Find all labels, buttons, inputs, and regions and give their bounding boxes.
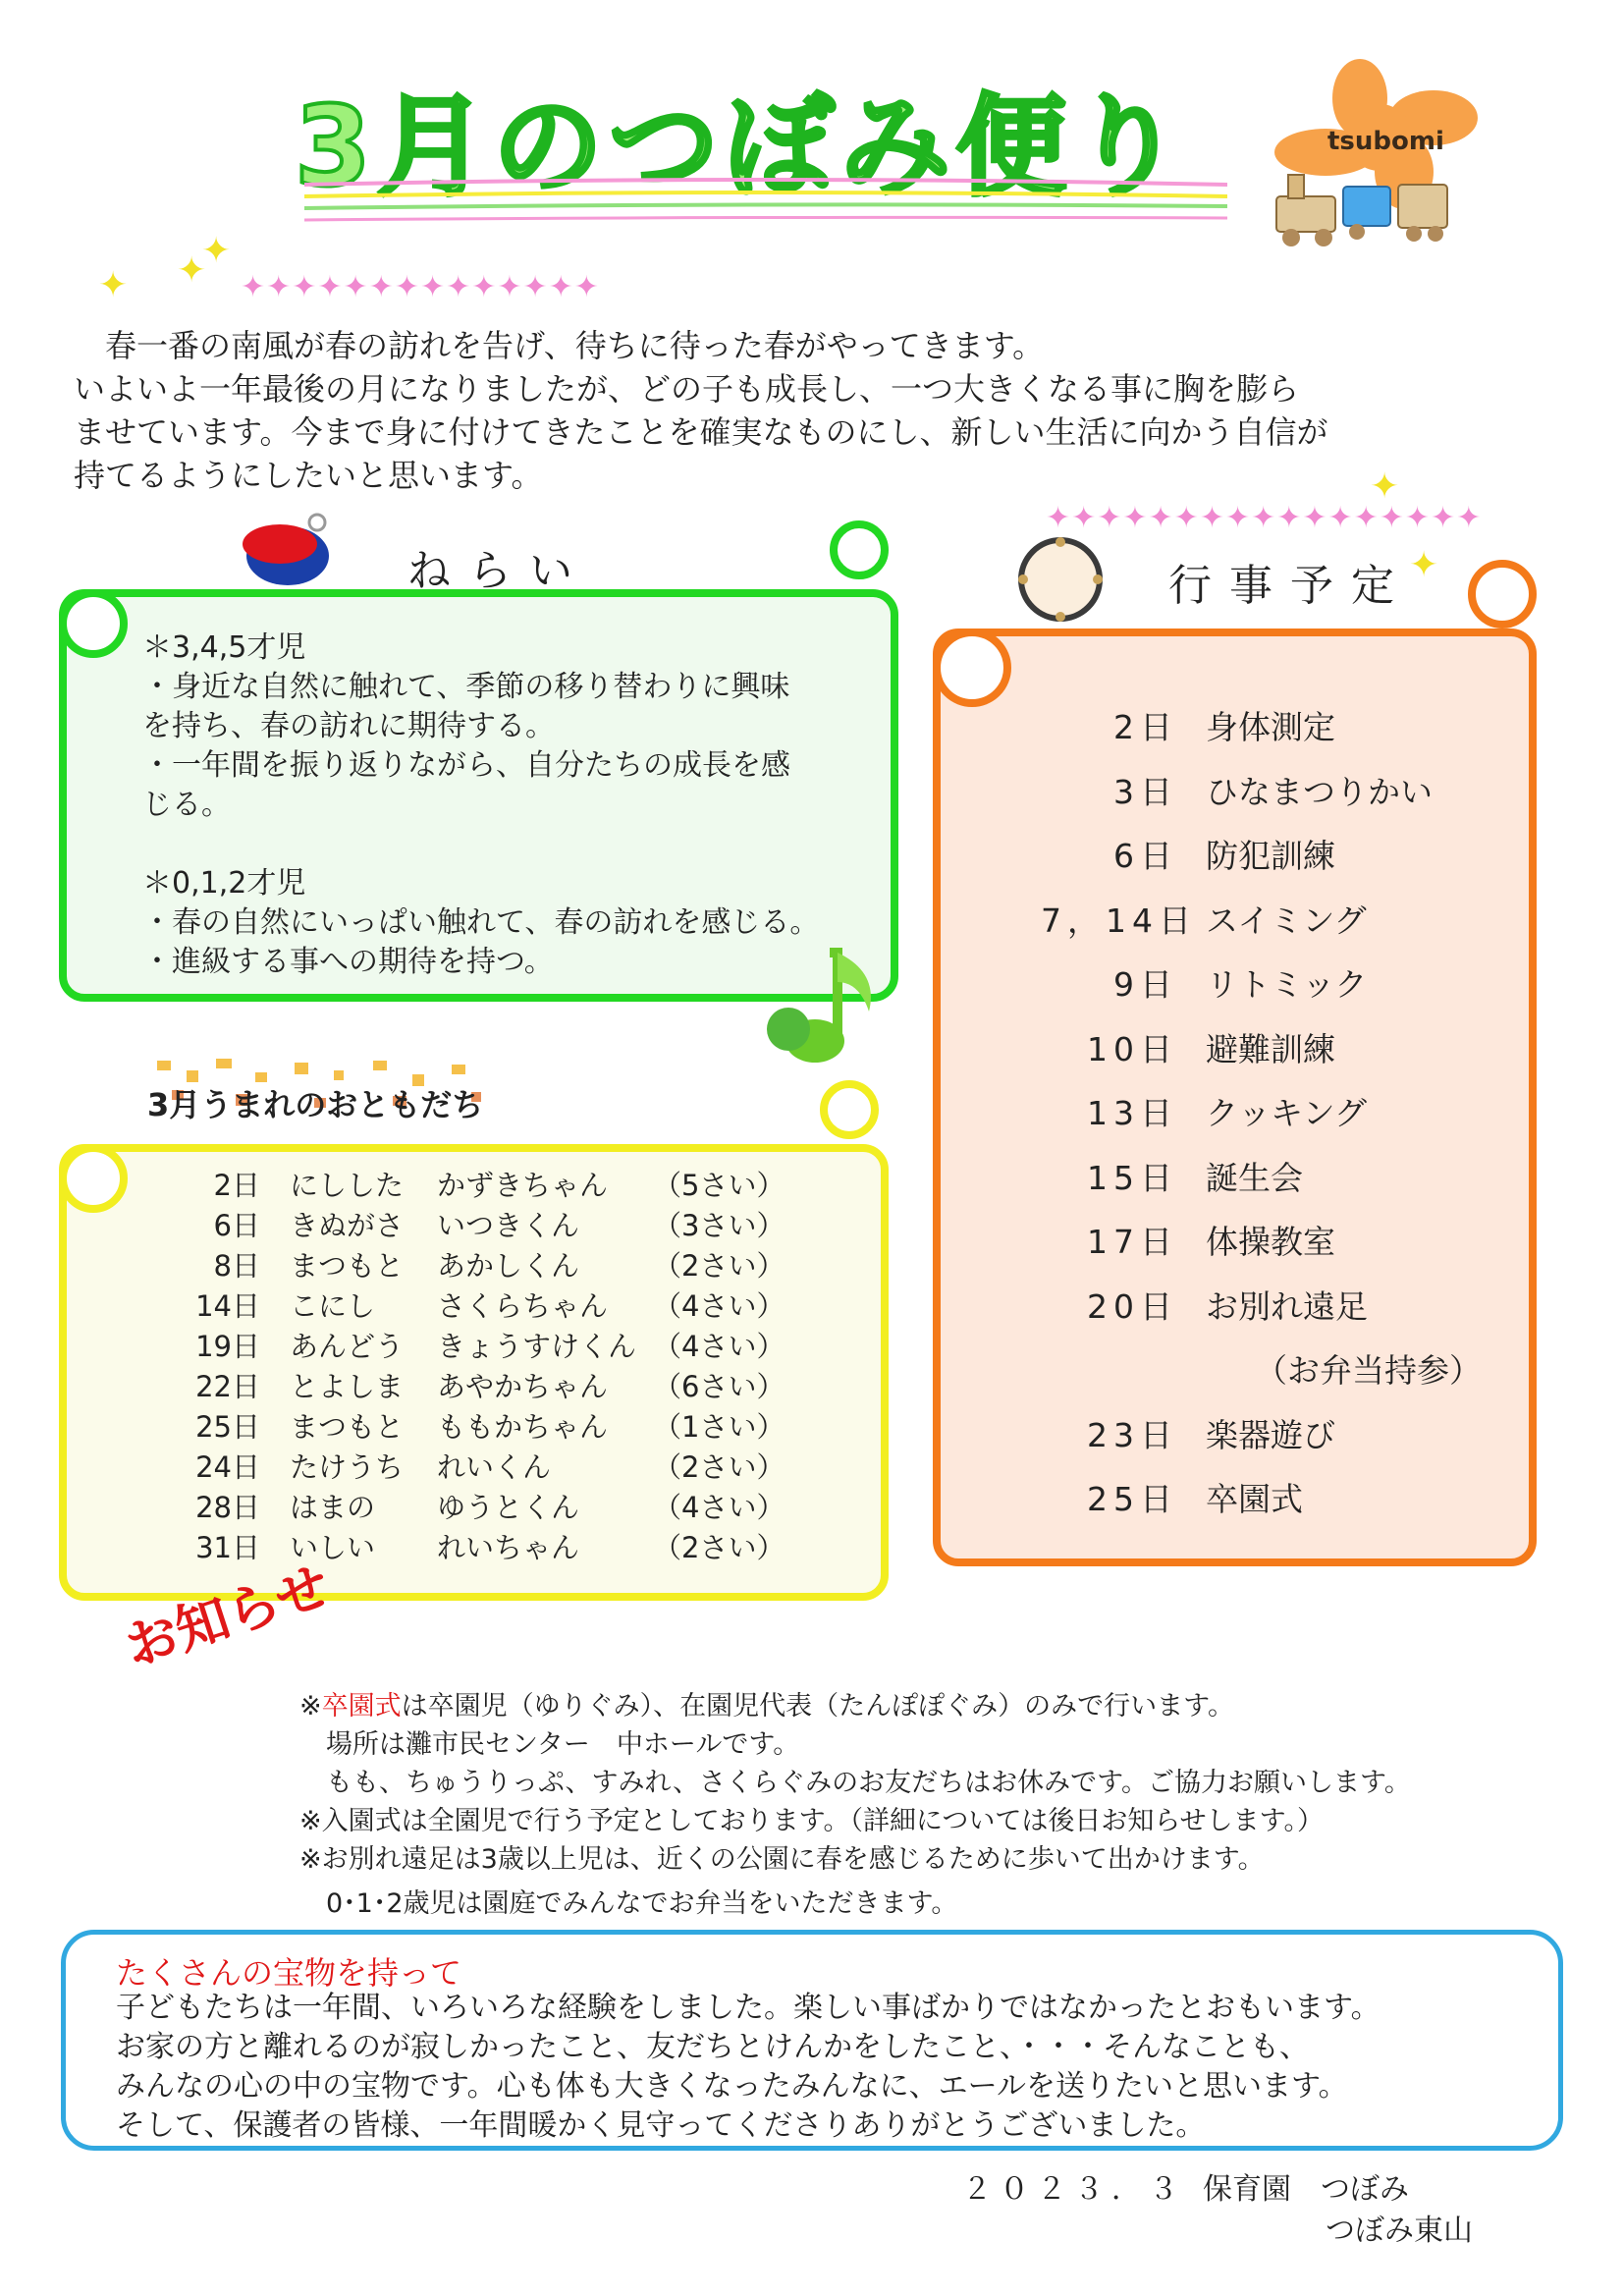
birthdays-table	[167, 1164, 785, 1566]
birthday-name: ももかちゃん	[437, 1410, 609, 1444]
event-item	[1041, 1024, 1482, 1089]
event-item	[1041, 1474, 1482, 1539]
birthday-age: （1さい）	[653, 1410, 785, 1444]
intro-line: ませています。今まで身に付けてきたことを確実なものにし、新しい生活に向かう自信が	[74, 413, 1328, 451]
birthday-name: あやかちゃん	[437, 1370, 609, 1403]
closing-line: そして、保護者の皆様、一年間暖かく見守ってくださりありがとうございました。	[116, 2108, 1206, 2143]
birthday-surname: いしい	[290, 1531, 376, 1564]
organization-name: 保育園 つぼみ	[1203, 2172, 1409, 2207]
event-name: ひなまつりかい	[1206, 772, 1433, 811]
birthday-surname: たけうち	[290, 1450, 405, 1484]
music-note-icon	[761, 943, 889, 1080]
event-item	[1041, 1282, 1482, 1346]
event-date: 20日	[1087, 1286, 1178, 1326]
birthday-name: さくらちゃん	[437, 1289, 609, 1323]
birthday-row	[167, 1325, 785, 1365]
birthday-name: かずきちゃん	[437, 1169, 609, 1202]
birthday-name: きょうすけくん	[437, 1330, 637, 1363]
event-date: 10日	[1087, 1029, 1178, 1068]
birthday-surname: にしした	[290, 1169, 405, 1202]
birthday-surname: こにし	[290, 1289, 376, 1323]
event-item	[1041, 1217, 1482, 1282]
event-date: 13日	[1087, 1094, 1178, 1132]
event-item	[1041, 831, 1482, 896]
tsubomi-logo	[1267, 59, 1492, 255]
birthday-name: あかしくん	[437, 1249, 580, 1283]
closing-line: 子どもたちは一年間、いろいろな経験をしました。楽しい事ばかりではなかったとおもいます。	[116, 1991, 1380, 2025]
birthday-surname: きぬがさ	[290, 1209, 405, 1242]
aims-line: じる。	[142, 788, 231, 822]
event-item	[1041, 1345, 1482, 1410]
intro-line: 春一番の南風が春の訪れを告げ、待ちに待った春がやってきます。	[74, 327, 1045, 364]
scroll-curl-decoration	[933, 629, 1011, 707]
event-date: 7，14日	[1041, 901, 1197, 940]
event-name: スイミング	[1206, 901, 1367, 940]
event-name: 体操教室	[1206, 1223, 1335, 1261]
aims-line: ・一年間を振り返りながら、自分たちの成長を感	[142, 748, 790, 783]
event-name: クッキング	[1206, 1094, 1368, 1132]
birthday-day: 6日	[213, 1209, 260, 1242]
sparkle-icon: ✦	[1370, 466, 1400, 507]
organization-branch: つぼみ東山	[1326, 2214, 1473, 2248]
aims-line: を持ち、春の訪れに期待する。	[142, 709, 555, 743]
birthday-age: （2さい）	[653, 1531, 785, 1564]
birthday-day: 22日	[195, 1370, 260, 1403]
birthday-row	[167, 1285, 785, 1325]
scroll-curl-decoration	[1468, 560, 1537, 629]
birthday-row	[167, 1486, 785, 1526]
event-item	[1041, 959, 1482, 1024]
birthday-row	[167, 1405, 785, 1446]
event-name: 避難訓練	[1206, 1029, 1335, 1068]
tambourine-icon	[1016, 535, 1105, 624]
event-name: 防犯訓練	[1206, 837, 1335, 875]
birthday-surname: とよしま	[290, 1370, 405, 1403]
event-name: お別れ遠足	[1206, 1286, 1368, 1326]
aims-body	[142, 629, 849, 982]
event-name: 卒園式	[1206, 1480, 1303, 1518]
scroll-curl-decoration	[820, 1080, 879, 1139]
birthday-day: 24日	[195, 1450, 260, 1484]
birthday-surname: あんどう	[290, 1330, 405, 1363]
pink-star-row-icon: ✦✦✦✦✦✦✦✦✦✦✦✦✦✦	[241, 270, 600, 304]
title-underline-decoration	[304, 177, 1227, 236]
event-date: 17日	[1087, 1223, 1178, 1261]
event-date: 15日	[1087, 1158, 1178, 1197]
aims-line: ・進級する事への期待を持つ。	[142, 945, 554, 979]
notice-line: ※お別れ遠足は3歳以上児は、近くの公園に春を感じるために歩いて出かけます。	[299, 1844, 1265, 1875]
birthday-row	[167, 1365, 785, 1405]
event-date: 25日	[1087, 1480, 1178, 1518]
event-date: 6日	[1113, 837, 1178, 875]
sparkle-icon: ✦	[177, 250, 207, 291]
birthday-age: （2さい）	[653, 1249, 785, 1283]
birthday-surname: はまの	[290, 1491, 376, 1524]
birthday-name: れいちゃん	[437, 1531, 580, 1564]
event-name: 身体測定	[1206, 708, 1335, 746]
event-item	[1041, 1088, 1482, 1153]
event-item	[1041, 896, 1482, 960]
notice-line: ※入園式は全園児で行う予定としております。（詳細については後日お知らせします。）	[299, 1806, 1324, 1836]
logo-text: tsubomi	[1327, 127, 1444, 156]
notice-body	[299, 1687, 1411, 1923]
birthday-name: ゆうとくん	[437, 1491, 580, 1524]
birthday-name: いつきくん	[437, 1209, 580, 1242]
closing-line: お家の方と離れるのが寂しかったこと、友だちとけんかをしたこと、・・・そんなことも、	[116, 2030, 1309, 2064]
birthday-row	[167, 1164, 785, 1204]
notice-text: は卒園児（ゆりぐみ）、在園児代表（たんぽぽぐみ）のみで行います。	[401, 1691, 1234, 1722]
birthday-day: 25日	[195, 1410, 260, 1444]
event-date: 2日	[1113, 708, 1178, 746]
events-heading: 行事予定	[1168, 561, 1412, 611]
birthday-row	[167, 1204, 785, 1244]
scroll-curl-decoration	[59, 1144, 128, 1213]
birthday-row	[167, 1244, 785, 1285]
event-item	[1041, 1410, 1482, 1475]
aims-line: ＊0,1,2才児	[142, 866, 306, 901]
notice-mark: ※	[299, 1691, 322, 1722]
closing-line: みんなの心の中の宝物です。心も体も大きくなったみんなに、エールを送りたいと思います。	[116, 2069, 1348, 2104]
intro-line: 持てるようにしたいと思います。	[74, 457, 543, 494]
notice-line: 0･1･2歳児は園庭でみんなでお弁当をいただきます。	[299, 1888, 958, 1919]
aims-line: ・身近な自然に触れて、季節の移り替わりに興味	[142, 670, 790, 704]
event-date: 9日	[1113, 965, 1178, 1004]
event-name: （お弁当持参）	[1255, 1351, 1482, 1390]
birthday-day: 28日	[195, 1491, 260, 1524]
intro-text	[74, 324, 1409, 497]
birthday-age: （6さい）	[653, 1370, 785, 1403]
birthday-age: （4さい）	[653, 1330, 785, 1363]
sparkle-icon: ✦	[98, 265, 129, 305]
sparkle-icon: ✦	[1409, 545, 1439, 585]
castanet-icon	[241, 511, 339, 589]
event-name: 誕生会	[1206, 1158, 1303, 1197]
events-list	[1041, 702, 1482, 1539]
birthday-surname: まつもと	[290, 1249, 405, 1283]
event-date: 23日	[1087, 1415, 1178, 1454]
aims-line	[142, 825, 849, 864]
birthday-day: 8日	[213, 1249, 260, 1283]
closing-message-title: たくさんの宝物を持って	[116, 1954, 462, 1992]
birthday-name: れいくん	[437, 1450, 552, 1484]
notice-line	[299, 1687, 1411, 1725]
notice-heading: お知らせ	[117, 1554, 337, 1679]
issue-date: ２０２３．３	[962, 2172, 1186, 2207]
event-item	[1041, 702, 1482, 767]
birthday-day: 14日	[195, 1289, 260, 1323]
intro-line: いよいよ一年最後の月になりましたが、どの子も成長し、一つ大きくなる事に胸を膨ら	[74, 370, 1300, 408]
event-item	[1041, 1153, 1482, 1218]
event-name: 楽器遊び	[1206, 1415, 1335, 1454]
closing-message-body	[116, 1989, 1380, 2146]
birthdays-heading: 3月うまれのおともだち	[147, 1086, 484, 1123]
sparkle-icon: ✦	[201, 231, 232, 271]
birthday-day: 31日	[195, 1531, 260, 1564]
aims-heading: ねらい	[407, 546, 590, 596]
page-title: 3月のつぼみ便り	[295, 83, 1188, 211]
notice-line: 場所は灘市民センター 中ホールです。	[299, 1729, 800, 1760]
birthday-day: 19日	[195, 1330, 260, 1363]
event-name: リトミック	[1206, 965, 1368, 1004]
birthday-row	[167, 1446, 785, 1486]
birthday-age: （3さい）	[653, 1209, 785, 1242]
pink-star-row-icon: ✦✦✦✦✦✦✦✦✦✦✦✦✦✦✦✦✦	[1046, 501, 1483, 535]
birthday-age: （5さい）	[653, 1169, 785, 1202]
birthday-age: （4さい）	[653, 1289, 785, 1323]
birthday-surname: まつもと	[290, 1410, 405, 1444]
scroll-curl-decoration	[59, 589, 128, 658]
event-item	[1041, 767, 1482, 832]
birthday-age: （4さい）	[653, 1491, 785, 1524]
notice-line: もも、ちゅうりっぷ、すみれ、さくらぐみのお友だちはお休みです。ご協力お願いします。	[299, 1768, 1411, 1798]
birthday-age: （2さい）	[653, 1450, 785, 1484]
birthday-row	[167, 1526, 785, 1566]
birthday-day: 2日	[213, 1169, 260, 1202]
event-date: 3日	[1113, 772, 1178, 811]
scroll-curl-decoration	[830, 520, 889, 579]
graduation-highlight: 卒園式	[321, 1691, 402, 1722]
aims-line: ＊3,4,5才児	[142, 630, 306, 665]
aims-line: ・春の自然にいっぱい触れて、春の訪れを感じる。	[142, 905, 820, 940]
